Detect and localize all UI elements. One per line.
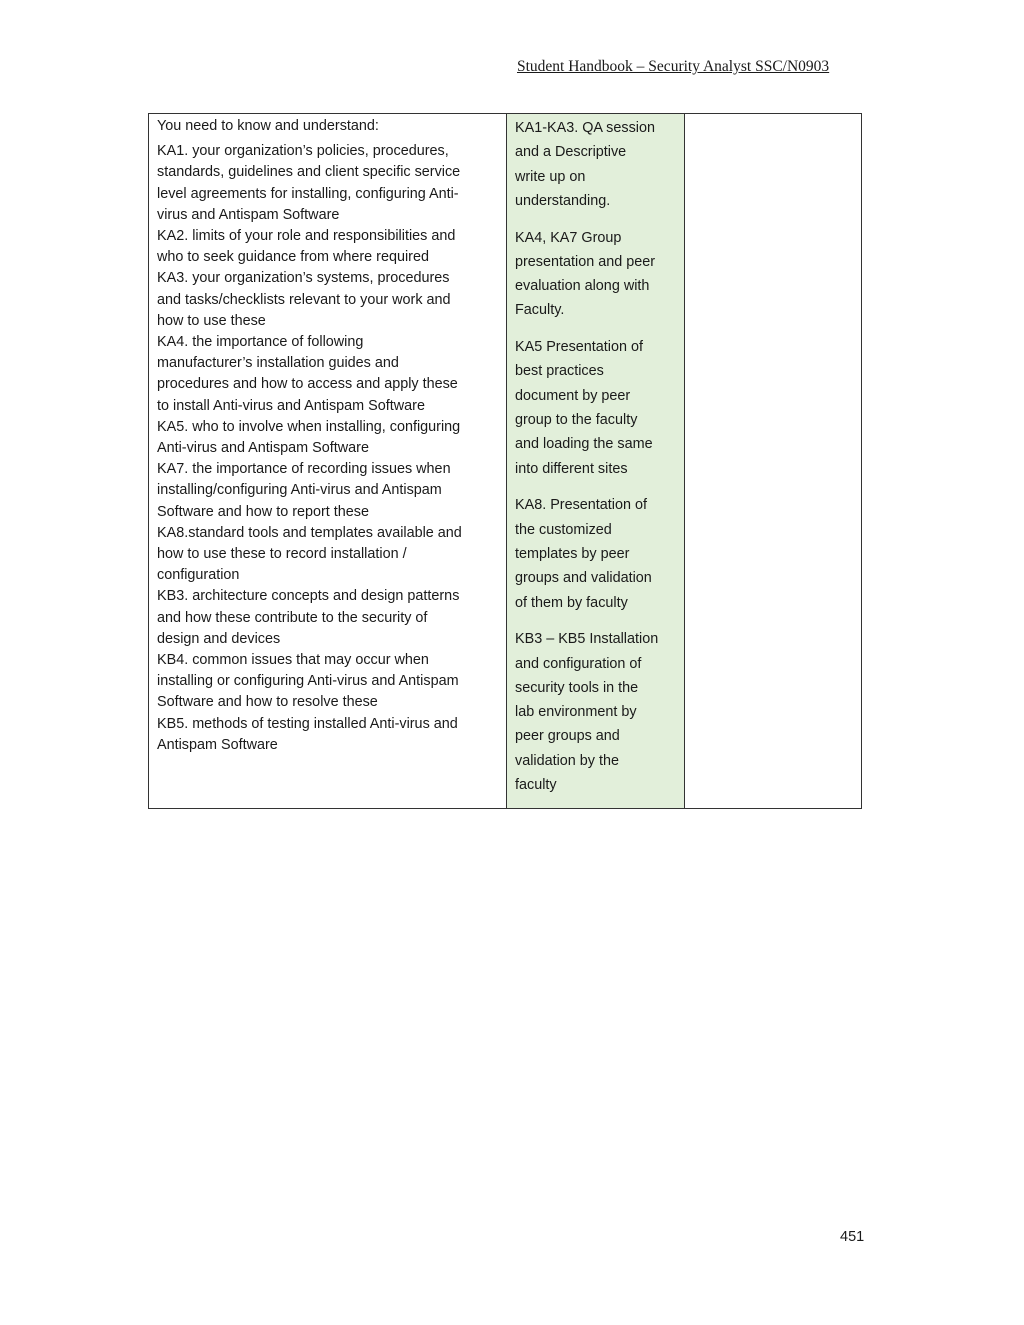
knowledge-item-ka3: KA3. your organization’s systems, procedures and tasks/checklists relevant to your work and how to use these xyxy=(157,270,451,329)
page-number: 451 xyxy=(840,1229,865,1245)
page-header-title: Student Handbook – Security Analyst SSC/N0903 xyxy=(517,58,830,75)
assessment-item-qa: KA1-KA3. QA session and a Descriptive write up on understanding. xyxy=(515,120,655,209)
knowledge-item-ka1: KA1. your organization’s policies, procedures, standards, guidelines and client specific service level agreements for installing, configuring Anti- virus and Antispam Software xyxy=(157,143,461,223)
knowledge-item-kb4: KB4. common issues that may occur when installing or configuring Anti-virus and Antispam Software and how to resolve these xyxy=(157,652,459,711)
knowledge-item-ka5: KA5. who to involve when installing, configuring Anti-virus and Antispam Software xyxy=(157,418,461,457)
knowledge-item-ka8: KA8.standard tools and templates available and how to use these to record installation / configuration xyxy=(157,524,462,584)
knowledge-item-ka4: KA4. the importance of following manufacturer’s installation guides and procedures and how to access and apply these to install Anti-virus and Antispam Software xyxy=(157,334,458,414)
knowledge-item-ka7: KA7. the importance of recording issues when installing/configuring Anti-virus and Antispam Software and how to report these xyxy=(157,461,451,520)
knowledge-item-kb3: KB3. architecture concepts and design patterns and how these contribute to the security of design and devices xyxy=(157,588,460,647)
knowledge-column xyxy=(149,114,506,808)
assessment-item-best-practices: KA5 Presentation of best practices document by peer group to the faculty and loading the same into different sites xyxy=(515,339,653,477)
empty-column xyxy=(685,114,861,808)
assessment-item-group-presentation: KA4, KA7 Group presentation and peer evaluation along with Faculty. xyxy=(515,229,656,319)
knowledge-item-ka2: KA2. limits of your role and responsibilities and who to seek guidance from where required xyxy=(157,228,456,266)
assessment-item-lab-installation: KB3 – KB5 Installation and configuration of security tools in the lab environment by peer groups and validation by the faculty xyxy=(515,631,659,793)
assessment-column xyxy=(506,114,685,808)
knowledge-item-kb5: KB5. methods of testing installed Anti-virus and Antispam Software xyxy=(157,715,458,753)
knowledge-intro: You need to know and understand: xyxy=(157,118,379,134)
content-table xyxy=(148,113,862,809)
assessment-item-templates: KA8. Presentation of the customized templates by peer groups and validation of them by faculty xyxy=(515,497,652,611)
